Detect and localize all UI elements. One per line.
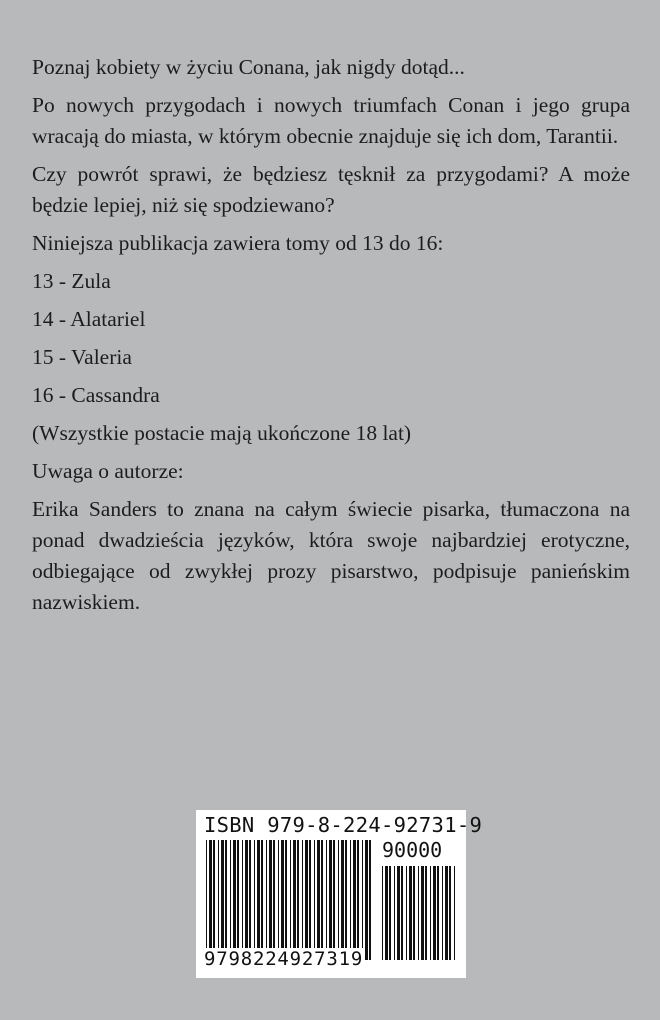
addon-bar-12 xyxy=(430,866,431,960)
ean-bar-0 xyxy=(206,840,207,960)
story-paragraph: Po nowych przygodach i nowych triumfach Conan i jego grupa wracają do miasta, w którym obecnie znajduje się ich dom, Tarantii. xyxy=(32,93,630,148)
addon-bar-6 xyxy=(406,866,407,960)
ean-bar-2 xyxy=(213,840,215,960)
addon-bar-18 xyxy=(454,866,455,960)
ean-bar-6 xyxy=(230,840,231,960)
ean-bar-38 xyxy=(357,840,359,960)
ean-bar-4 xyxy=(221,840,224,960)
addon-bar-2 xyxy=(389,866,391,960)
addon-bar-17 xyxy=(449,866,451,960)
ean-bar-7 xyxy=(233,840,236,960)
question-paragraph: Czy powrót sprawi, że będziesz tęsknił za przygodami? A może będzie lepiej, niż się spodziewano? xyxy=(32,162,630,217)
ean-bar-32 xyxy=(333,840,335,960)
ean-bar-15 xyxy=(266,840,267,960)
intro-line: Poznaj kobiety w życiu Conana, jak nigdy dotąd... xyxy=(32,55,465,79)
addon-bar-0 xyxy=(382,866,383,960)
addon-bar-5 xyxy=(401,866,403,960)
contents-heading: Niniejsza publikacja zawiera tomy od 13 do 16: xyxy=(32,231,444,255)
addon-bar-4 xyxy=(397,866,400,960)
ean-bar-36 xyxy=(350,840,351,960)
ean-bar-10 xyxy=(245,840,248,960)
addon-bar-8 xyxy=(413,866,415,960)
ean-bar-22 xyxy=(293,840,296,960)
ean-bar-30 xyxy=(326,840,327,960)
ean-bar-29 xyxy=(321,840,323,960)
volume-15: 15 - Valeria xyxy=(32,345,132,369)
ean-bar-33 xyxy=(338,840,339,960)
author-note-heading: Uwaga o autorze: xyxy=(32,459,184,483)
isbn-barcode xyxy=(196,810,483,978)
addon-bar-13 xyxy=(433,866,436,960)
ean-bar-26 xyxy=(309,840,311,960)
ean-bar-16 xyxy=(269,840,272,960)
ean-bar-12 xyxy=(254,840,255,960)
addon-bar-16 xyxy=(445,866,448,960)
author-note: Erika Sanders to znana na całym świecie pisarka, tłumaczona na ponad dwadzieścia języków, która swoje najbardziej erotyczne, odbiegające od zwykłej prozy pisarstwo, podpisuje panieńskim nazwiskiem. xyxy=(32,497,630,614)
ean-bar-37 xyxy=(353,840,356,960)
ean-bar-25 xyxy=(305,840,308,960)
ean-bar-31 xyxy=(329,840,332,960)
ean-bar-41 xyxy=(369,840,371,960)
ean-bar-34 xyxy=(341,840,344,960)
ean-bar-11 xyxy=(249,840,251,960)
addon-bar-15 xyxy=(442,866,443,960)
ean-bar-27 xyxy=(314,840,315,960)
ean-bar-14 xyxy=(261,840,263,960)
ean-bar-5 xyxy=(225,840,227,960)
ean-bar-40 xyxy=(365,840,368,960)
ean-bar-21 xyxy=(290,840,291,960)
ean-bar-19 xyxy=(281,840,284,960)
ean-bar-3 xyxy=(218,840,219,960)
ean-bar-35 xyxy=(345,840,347,960)
addon-bar-9 xyxy=(418,866,419,960)
addon-bar-10 xyxy=(421,866,424,960)
addon-bar-1 xyxy=(385,866,388,960)
ean-bar-39 xyxy=(362,840,363,960)
isbn-label: ISBN 979-8-224-92731-9 xyxy=(204,813,483,837)
age-disclaimer: (Wszystkie postacie mają ukończone 18 lat) xyxy=(32,421,412,445)
ean-bar-18 xyxy=(278,840,279,960)
addon-bar-7 xyxy=(409,866,412,960)
ean-bar-24 xyxy=(302,840,303,960)
ean-bar-13 xyxy=(257,840,260,960)
addon-bar-11 xyxy=(425,866,427,960)
ean-bar-8 xyxy=(237,840,239,960)
volume-14: 14 - Alatariel xyxy=(32,307,146,331)
addon-bar-14 xyxy=(437,866,439,960)
ean-bar-9 xyxy=(242,840,243,960)
ean-bar-20 xyxy=(285,840,287,960)
volume-13: 13 - Zula xyxy=(32,269,111,293)
ean-bar-28 xyxy=(317,840,320,960)
addon-price-code: 90000 xyxy=(382,838,443,862)
addon-bar-3 xyxy=(394,866,395,960)
back-cover-text xyxy=(32,52,630,625)
ean-bar-1 xyxy=(209,840,212,960)
ean-bar-17 xyxy=(273,840,275,960)
ean-digits: 9798224927319 xyxy=(204,948,364,970)
ean-bar-23 xyxy=(297,840,299,960)
volume-16: 16 - Cassandra xyxy=(32,383,160,407)
